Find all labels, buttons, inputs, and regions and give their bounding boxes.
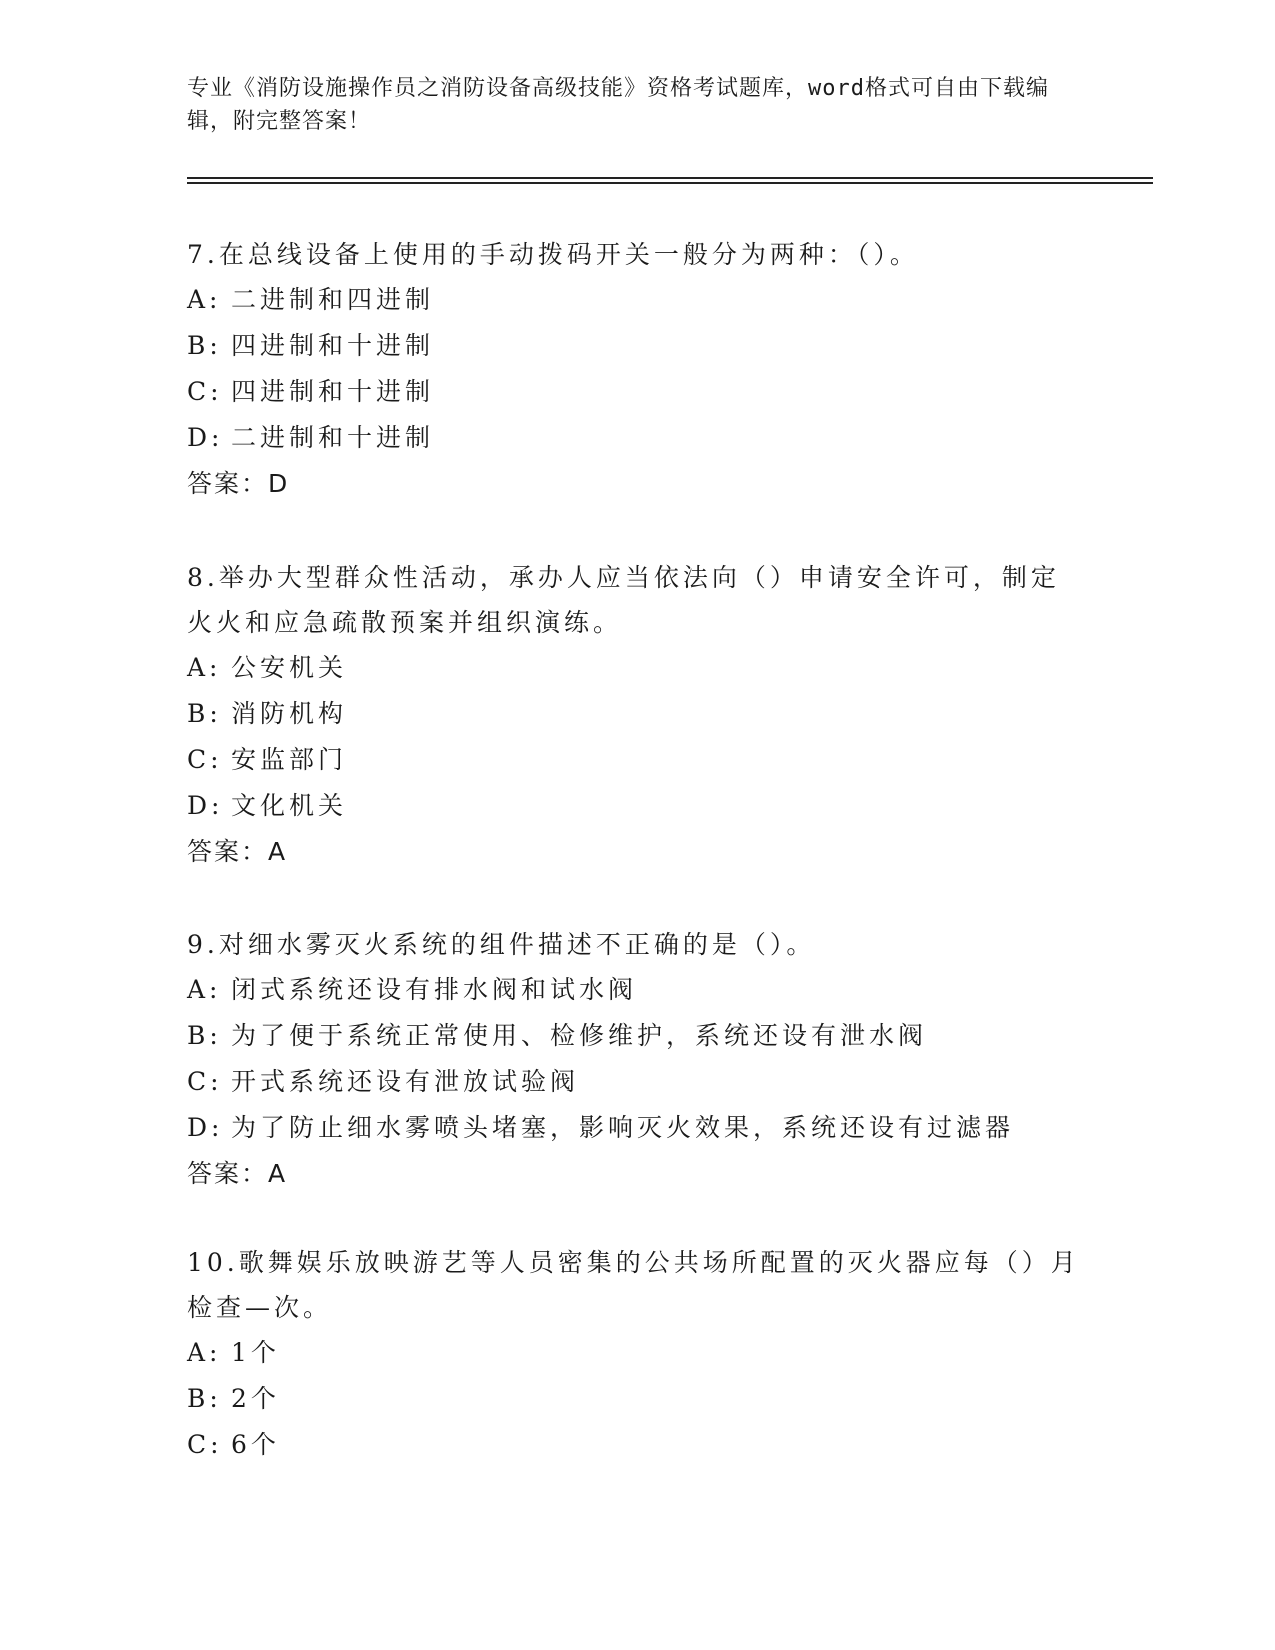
option-b — [187, 323, 1087, 369]
answer-line: 答案：D — [187, 469, 290, 498]
option-text: 四进制和十进制 — [231, 377, 435, 406]
option-text: 安监部门 — [231, 745, 348, 774]
option-text: 2个 — [231, 1384, 280, 1413]
option-d — [187, 1105, 1087, 1151]
option-key: B: — [187, 1384, 222, 1413]
option-text: 闭式系统还设有排水阀和试水阀 — [231, 975, 638, 1004]
option-text: 为了防止细水雾喷头堵塞，影响灭火效果，系统还设有过滤器 — [231, 1113, 1015, 1142]
option-key: C: — [187, 745, 223, 774]
option-d — [187, 783, 1087, 829]
option-key: B: — [187, 331, 222, 360]
question-stem: 7.在总线设备上使用的手动拨码开关一般分为两种：（）。 — [187, 240, 919, 269]
answer-line: 答案：A — [187, 1159, 288, 1188]
option-text: 二进制和四进制 — [231, 285, 435, 314]
option-key: D: — [187, 791, 224, 820]
option-text: 6个 — [231, 1430, 280, 1459]
option-a — [187, 277, 1087, 323]
option-key: D: — [187, 1113, 224, 1142]
option-key: D: — [187, 423, 224, 452]
option-key: A: — [187, 1338, 222, 1367]
option-key: B: — [187, 699, 222, 728]
answer-line: 答案：A — [187, 837, 288, 866]
question-stem: 9.对细水雾灭火系统的组件描述不正确的是（）。 — [187, 930, 816, 959]
option-text: 四进制和十进制 — [231, 331, 435, 360]
document-intro: 专业《消防设施操作员之消防设备高级技能》资格考试题库，word格式可自由下载编辑，附完整答案！ — [187, 76, 1049, 134]
question-stem: 10.歌舞娱乐放映游艺等人员密集的公共场所配置的灭火器应每（）月检查—次。 — [187, 1248, 1080, 1322]
question-7 — [187, 232, 1087, 507]
option-text: 为了便于系统正常使用、检修维护，系统还设有泄水阀 — [231, 1021, 928, 1050]
option-b — [187, 1376, 1087, 1422]
option-key: A: — [187, 653, 222, 682]
option-key: C: — [187, 1430, 223, 1459]
option-a — [187, 967, 1087, 1013]
question-9 — [187, 922, 1087, 1197]
option-key: C: — [187, 377, 223, 406]
option-key: C: — [187, 1067, 223, 1096]
header-divider-bottom — [187, 182, 1153, 184]
question-stem: 8.举办大型群众性活动，承办人应当依法向（）申请安全许可，制定火火和应急疏散预案并组织演练。 — [187, 563, 1060, 637]
option-text: 二进制和十进制 — [231, 423, 435, 452]
option-c — [187, 1422, 1087, 1468]
option-text: 公安机关 — [231, 653, 348, 682]
option-key: A: — [187, 975, 222, 1004]
option-text: 消防机构 — [231, 699, 348, 728]
option-b — [187, 691, 1087, 737]
question-8 — [187, 555, 1087, 875]
option-text: 文化机关 — [231, 791, 348, 820]
option-c — [187, 737, 1087, 783]
option-c — [187, 369, 1087, 415]
option-text: 开式系统还设有泄放试验阀 — [231, 1067, 580, 1096]
header-divider-top — [187, 177, 1153, 179]
option-text: 1个 — [231, 1338, 280, 1367]
option-a — [187, 1330, 1087, 1376]
question-10 — [187, 1240, 1087, 1468]
option-d — [187, 415, 1087, 461]
option-key: B: — [187, 1021, 222, 1050]
option-key: A: — [187, 285, 222, 314]
option-b — [187, 1013, 1087, 1059]
option-a — [187, 645, 1087, 691]
option-c — [187, 1059, 1087, 1105]
